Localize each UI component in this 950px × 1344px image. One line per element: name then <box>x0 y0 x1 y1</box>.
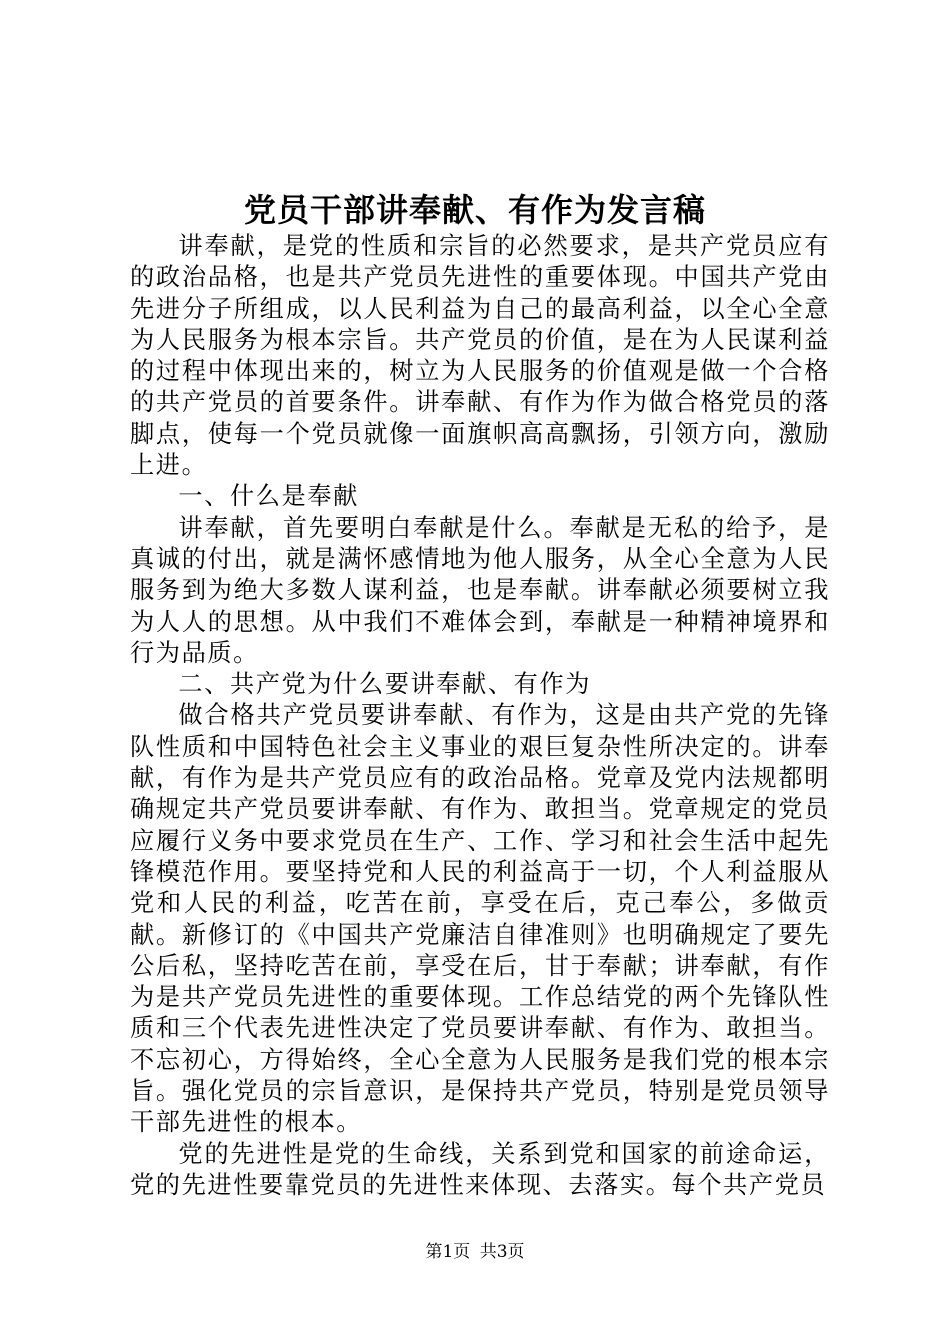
section-heading-2: 二、共产党为什么要讲奉献、有作为 <box>178 670 591 699</box>
page-footer <box>0 1240 950 1264</box>
paragraph-what-is-dedication: 讲奉献，首先要明白奉献是什么。奉献是无私的给予，是真诚的付出，就是满怀感情地为他人服务，从全心全意为人民服务到为绝大多数人谋利益，也是奉献。讲奉献必须要树立我为人人的思想。从中我们不难体会到，奉献是一种精神境界和行为品质。 <box>130 513 830 667</box>
page-total: 共3页 <box>479 1242 525 1262</box>
paragraph-why-dedication: 做合格共产党员要讲奉献、有作为，这是由共产党的先锋队性质和中国特色社会主义事业的艰巨复杂性所决定的。讲奉献，有作为是共产党员应有的政治品格。党章及党内法规都明确规定共产党员要讲奉献、有作为、敢担当。党章规定的党员应履行义务中要求党员在生产、工作、学习和社会生活中起先锋模范作用。要坚持党和人民的利益高于一切，个人利益服从党和人民的利益，吃苦在前，享受在后，克己奉公，多做贡献。新修订的《中国共产党廉洁自律准则》也明确规定了要先公后私，坚持吃苦在前，享受在后，甘于奉献；讲奉献，有作为是共产党员先进性的重要体现。工作总结党的两个先锋队性质和三个代表先进性决定了党员要讲奉献、有作为、敢担当。不忘初心，方得始终，全心全意为人民服务是我们党的根本宗旨。强化党员的宗旨意识，是保持共产党员，特别是党员领导干部先进性的根本。 <box>130 701 830 1137</box>
document-title: 党员干部讲奉献、有作为发言稿 <box>243 191 706 229</box>
paragraph-intro: 讲奉献，是党的性质和宗旨的必然要求，是共产党员应有的政治品格，也是共产党员先进性的重要体现。中国共产党由先进分子所组成，以人民利益为自己的最高利益，以全心全意为人民服务为根本宗旨。共产党员的价值，是在为人民谋利益的过程中体现出来的，树立为人民服务的价值观是做一个合格的共产党员的首要条件。讲奉献、有作为作为做合格党员的落脚点，使每一个党员就像一面旗帜高高飘扬，引领方向，激励上进。 <box>130 232 830 480</box>
page-number: 第1页 <box>425 1242 471 1262</box>
section-heading-1: 一、什么是奉献 <box>178 482 359 511</box>
document-body <box>130 231 830 1201</box>
paragraph-advancement: 党的先进性是党的生命线，关系到党和国家的前途命运，党的先进性要靠党员的先进性来体现、去落实。每个共产党员 <box>130 1139 830 1199</box>
